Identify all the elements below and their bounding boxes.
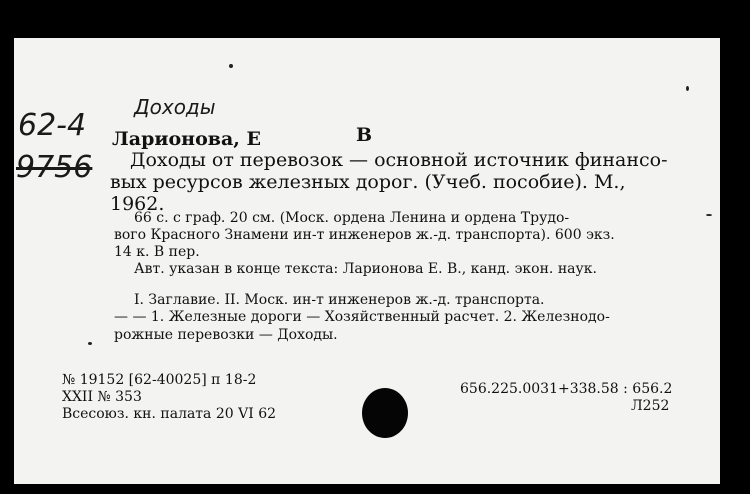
ink-speck [229,64,233,68]
tracing-line-1: I. Заглавие. II. Моск. ин-т инженеров ж.-д. транспорта. [134,292,545,308]
publication-year: 1962. [110,193,165,215]
catalog-card [14,38,720,484]
tracing-line-3: рожные перевозки — Доходы. [114,327,338,343]
handwritten-number-top: 62-4 [18,108,87,143]
description-line-1: 66 с. с граф. 20 см. (Моск. ордена Ленина и ордена Трудо- [134,210,570,226]
author-note: Авт. указан в конце текста: Ларионова Е. В., канд. экон. наук. [134,261,597,277]
title-line-2: вых ресурсов железных дорог. (Учеб. пособие). М., [110,171,626,193]
description-line-3: 14 к. В пер. [114,244,200,260]
catalog-letter: В [356,124,373,146]
footer-chamber: Всесоюз. кн. палата 20 VI 62 [62,406,277,422]
description-line-2: вого Красного Знамени ин-т инженеров ж.-д. транспорта). 600 экз. [114,227,615,243]
author-heading: Ларионова, Е [112,128,261,150]
shelf-code: Л252 [631,398,670,414]
classification-code: 656.225.0031+338.58 : 656.2 [460,381,673,397]
title-line-1: Доходы от перевозок — основной источник финансо- [130,149,668,171]
ink-speck [686,86,689,91]
ink-speck [706,214,712,216]
tracing-line-2: — — 1. Железные дороги — Хозяйственный расчет. 2. Железнодо- [114,309,610,325]
footer-series: XXII № 353 [62,389,142,405]
handwritten-note: Доходы [134,95,216,119]
ink-speck [88,342,92,345]
handwritten-number-bottom: 9756 [16,150,93,185]
punch-hole [362,388,408,438]
footer-registration: № 19152 [62-40025] п 18-2 [62,372,257,388]
